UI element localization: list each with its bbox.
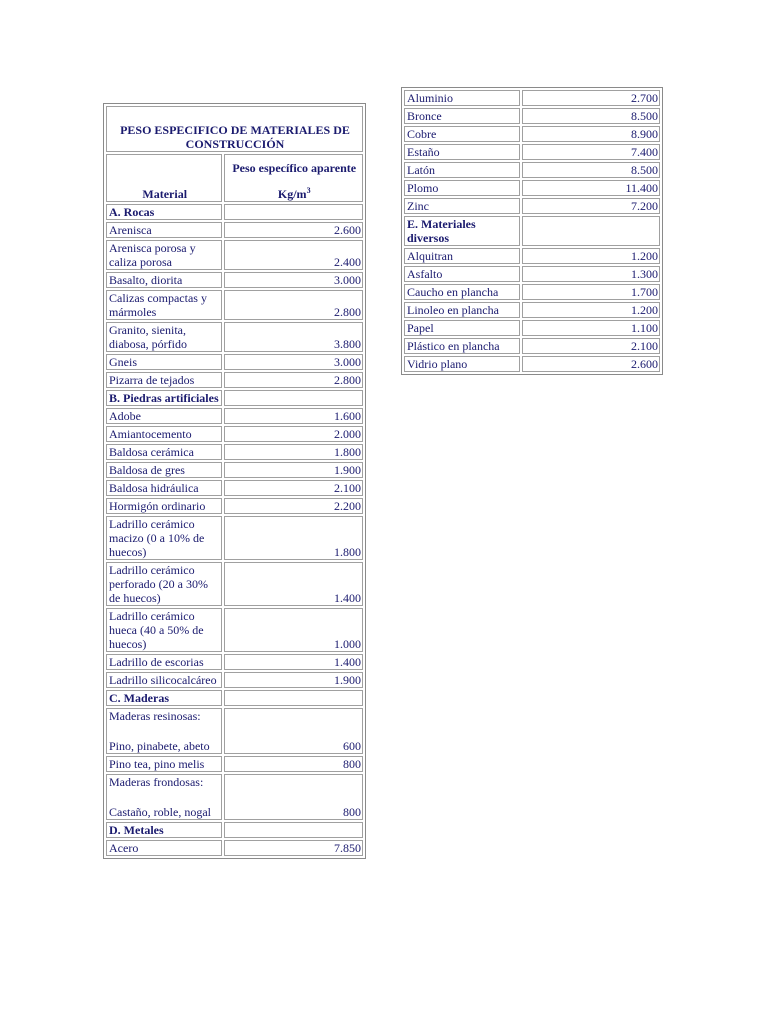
- material-value: 1.200: [522, 302, 660, 318]
- material-name-cell: Linoleo en plancha: [404, 302, 520, 318]
- material-value: 3.000: [224, 354, 363, 370]
- material-value: 2.600: [224, 222, 363, 238]
- table-row: [106, 840, 363, 856]
- unit-label: Kg/m: [277, 187, 307, 201]
- section-value-empty: [224, 690, 363, 706]
- material-value: 2.200: [224, 498, 363, 514]
- table-row: [106, 498, 363, 514]
- material-name-cell: Aluminio: [404, 90, 520, 106]
- material-value: 7.200: [522, 198, 660, 214]
- table-row: [106, 672, 363, 688]
- material-value: 1.900: [224, 462, 363, 478]
- material-name-cell: Acero: [106, 840, 222, 856]
- section-row: [106, 690, 363, 706]
- material-name-cell: Arenisca porosa y caliza porosa: [106, 240, 222, 270]
- material-value: 1.100: [522, 320, 660, 336]
- section-row: [106, 822, 363, 838]
- material-value: 2.000: [224, 426, 363, 442]
- material-value: 2.800: [224, 372, 363, 388]
- material-name-cell: Ladrillo cerámico perforado (20 a 30% de huecos): [106, 562, 222, 606]
- material-name-cell: Plomo: [404, 180, 520, 196]
- section-row: [106, 390, 363, 406]
- material-name-cell: Calizas compactas y mármoles: [106, 290, 222, 320]
- material-value: 1.800: [224, 516, 363, 560]
- material-value: 2.800: [224, 290, 363, 320]
- table-row: [106, 516, 363, 560]
- table-row: [106, 444, 363, 460]
- column-header-material: Material: [106, 154, 222, 202]
- material-value: 8.500: [522, 108, 660, 124]
- table-row: [404, 320, 660, 336]
- section-label: D. Metales: [106, 822, 222, 838]
- table-row: [106, 708, 363, 754]
- material-value: 3.000: [224, 272, 363, 288]
- section-row: [106, 204, 363, 220]
- section-label: B. Piedras artificiales: [106, 390, 222, 406]
- column-header-unit: [227, 187, 361, 201]
- table-row: [404, 180, 660, 196]
- material-value: 2.600: [522, 356, 660, 372]
- material-name-cell: Latón: [404, 162, 520, 178]
- material-name-cell: Pino tea, pino melis: [106, 756, 222, 772]
- material-name-cell: Papel: [404, 320, 520, 336]
- column-header-row: [106, 154, 363, 202]
- table-row: [106, 562, 363, 606]
- table-row: [106, 608, 363, 652]
- material-value: 11.400: [522, 180, 660, 196]
- section-value-empty: [224, 822, 363, 838]
- table-row: [404, 338, 660, 354]
- material-name-cell: Alquitran: [404, 248, 520, 264]
- table-row: [106, 322, 363, 352]
- material-value: 1.200: [522, 248, 660, 264]
- material-name-cell: Baldosa hidráulica: [106, 480, 222, 496]
- column-header-value-label: Peso específico aparente: [232, 161, 357, 175]
- table-row: [404, 248, 660, 264]
- table-row: [404, 126, 660, 142]
- material-name-cell: Cobre: [404, 126, 520, 142]
- material-value: 7.400: [522, 144, 660, 160]
- table-row: [106, 372, 363, 388]
- material-value: 2.400: [224, 240, 363, 270]
- table-row: [106, 290, 363, 320]
- material-name-cell: Hormigón ordinario: [106, 498, 222, 514]
- table-row: [404, 302, 660, 318]
- material-name-cell: Amiantocemento: [106, 426, 222, 442]
- material-value: 1.300: [522, 266, 660, 282]
- material-value: 8.500: [522, 162, 660, 178]
- table-row: [404, 90, 660, 106]
- section-label: A. Rocas: [106, 204, 222, 220]
- unit-superscript: 3: [306, 186, 311, 195]
- section-value-empty: [224, 204, 363, 220]
- material-name-cell: [106, 774, 222, 820]
- table-row: [404, 144, 660, 160]
- table-row: [106, 272, 363, 288]
- material-name-cell: Asfalto: [404, 266, 520, 282]
- material-name-cell: Gneis: [106, 354, 222, 370]
- material-value: 2.100: [224, 480, 363, 496]
- section-label: C. Maderas: [106, 690, 222, 706]
- material-name-cell: Ladrillo cerámico hueca (40 a 50% de huecos): [106, 608, 222, 652]
- table-row: [404, 356, 660, 372]
- material-name: Castaño, roble, nogal: [109, 805, 211, 819]
- material-name-cell: Basalto, diorita: [106, 272, 222, 288]
- material-group-label: Maderas frondosas:: [109, 775, 204, 789]
- material-name-cell: Baldosa cerámica: [106, 444, 222, 460]
- table-row: [106, 222, 363, 238]
- table-row: [106, 426, 363, 442]
- right-weight-table: [401, 87, 663, 375]
- material-value: 8.900: [522, 126, 660, 142]
- table-row: [106, 756, 363, 772]
- table-row: [106, 774, 363, 820]
- material-name-cell: Estaño: [404, 144, 520, 160]
- material-value: 1.400: [224, 654, 363, 670]
- material-group-label: Maderas resinosas:: [109, 709, 201, 723]
- material-value: 1.000: [224, 608, 363, 652]
- material-name-cell: Plástico en plancha: [404, 338, 520, 354]
- material-name-cell: Adobe: [106, 408, 222, 424]
- material-name-cell: Ladrillo silicocalcáreo: [106, 672, 222, 688]
- table-row: [106, 462, 363, 478]
- table-row: [106, 354, 363, 370]
- material-name-cell: Ladrillo de escorias: [106, 654, 222, 670]
- material-name-cell: [106, 708, 222, 754]
- material-value: 800: [224, 756, 363, 772]
- material-value: 1.600: [224, 408, 363, 424]
- table-row: [404, 162, 660, 178]
- table-row: [106, 654, 363, 670]
- material-value: 7.850: [224, 840, 363, 856]
- material-name: Pino, pinabete, abeto: [109, 739, 210, 753]
- table-row: [106, 480, 363, 496]
- material-value: 800: [224, 774, 363, 820]
- right-table-body: [404, 90, 660, 372]
- left-weight-table: [103, 103, 366, 859]
- material-name-cell: Granito, sienita, diabosa, pórfido: [106, 322, 222, 352]
- table-row: [404, 198, 660, 214]
- material-name-cell: Arenisca: [106, 222, 222, 238]
- table-row: [404, 284, 660, 300]
- material-name-cell: Bronce: [404, 108, 520, 124]
- material-value: 2.700: [522, 90, 660, 106]
- material-name-cell: Pizarra de tejados: [106, 372, 222, 388]
- section-value-empty: [522, 216, 660, 246]
- section-value-empty: [224, 390, 363, 406]
- material-value: 1.800: [224, 444, 363, 460]
- material-value: 1.700: [522, 284, 660, 300]
- material-value: 1.900: [224, 672, 363, 688]
- column-header-value: [224, 154, 363, 202]
- table-title: PESO ESPECIFICO DE MATERIALES DE CONSTRUCCIÓN: [106, 106, 363, 152]
- material-value: 1.400: [224, 562, 363, 606]
- material-name-cell: Zinc: [404, 198, 520, 214]
- section-label: E. Materiales diversos: [404, 216, 520, 246]
- material-value: 3.800: [224, 322, 363, 352]
- material-name-cell: Ladrillo cerámico macizo (0 a 10% de huecos): [106, 516, 222, 560]
- material-name-cell: Caucho en plancha: [404, 284, 520, 300]
- material-value: 600: [224, 708, 363, 754]
- left-table-body: [106, 204, 363, 856]
- table-title-row: [106, 106, 363, 152]
- table-row: [106, 408, 363, 424]
- section-row: [404, 216, 660, 246]
- material-name-cell: Vidrio plano: [404, 356, 520, 372]
- material-name-cell: Baldosa de gres: [106, 462, 222, 478]
- table-row: [106, 240, 363, 270]
- table-row: [404, 266, 660, 282]
- material-value: 2.100: [522, 338, 660, 354]
- table-row: [404, 108, 660, 124]
